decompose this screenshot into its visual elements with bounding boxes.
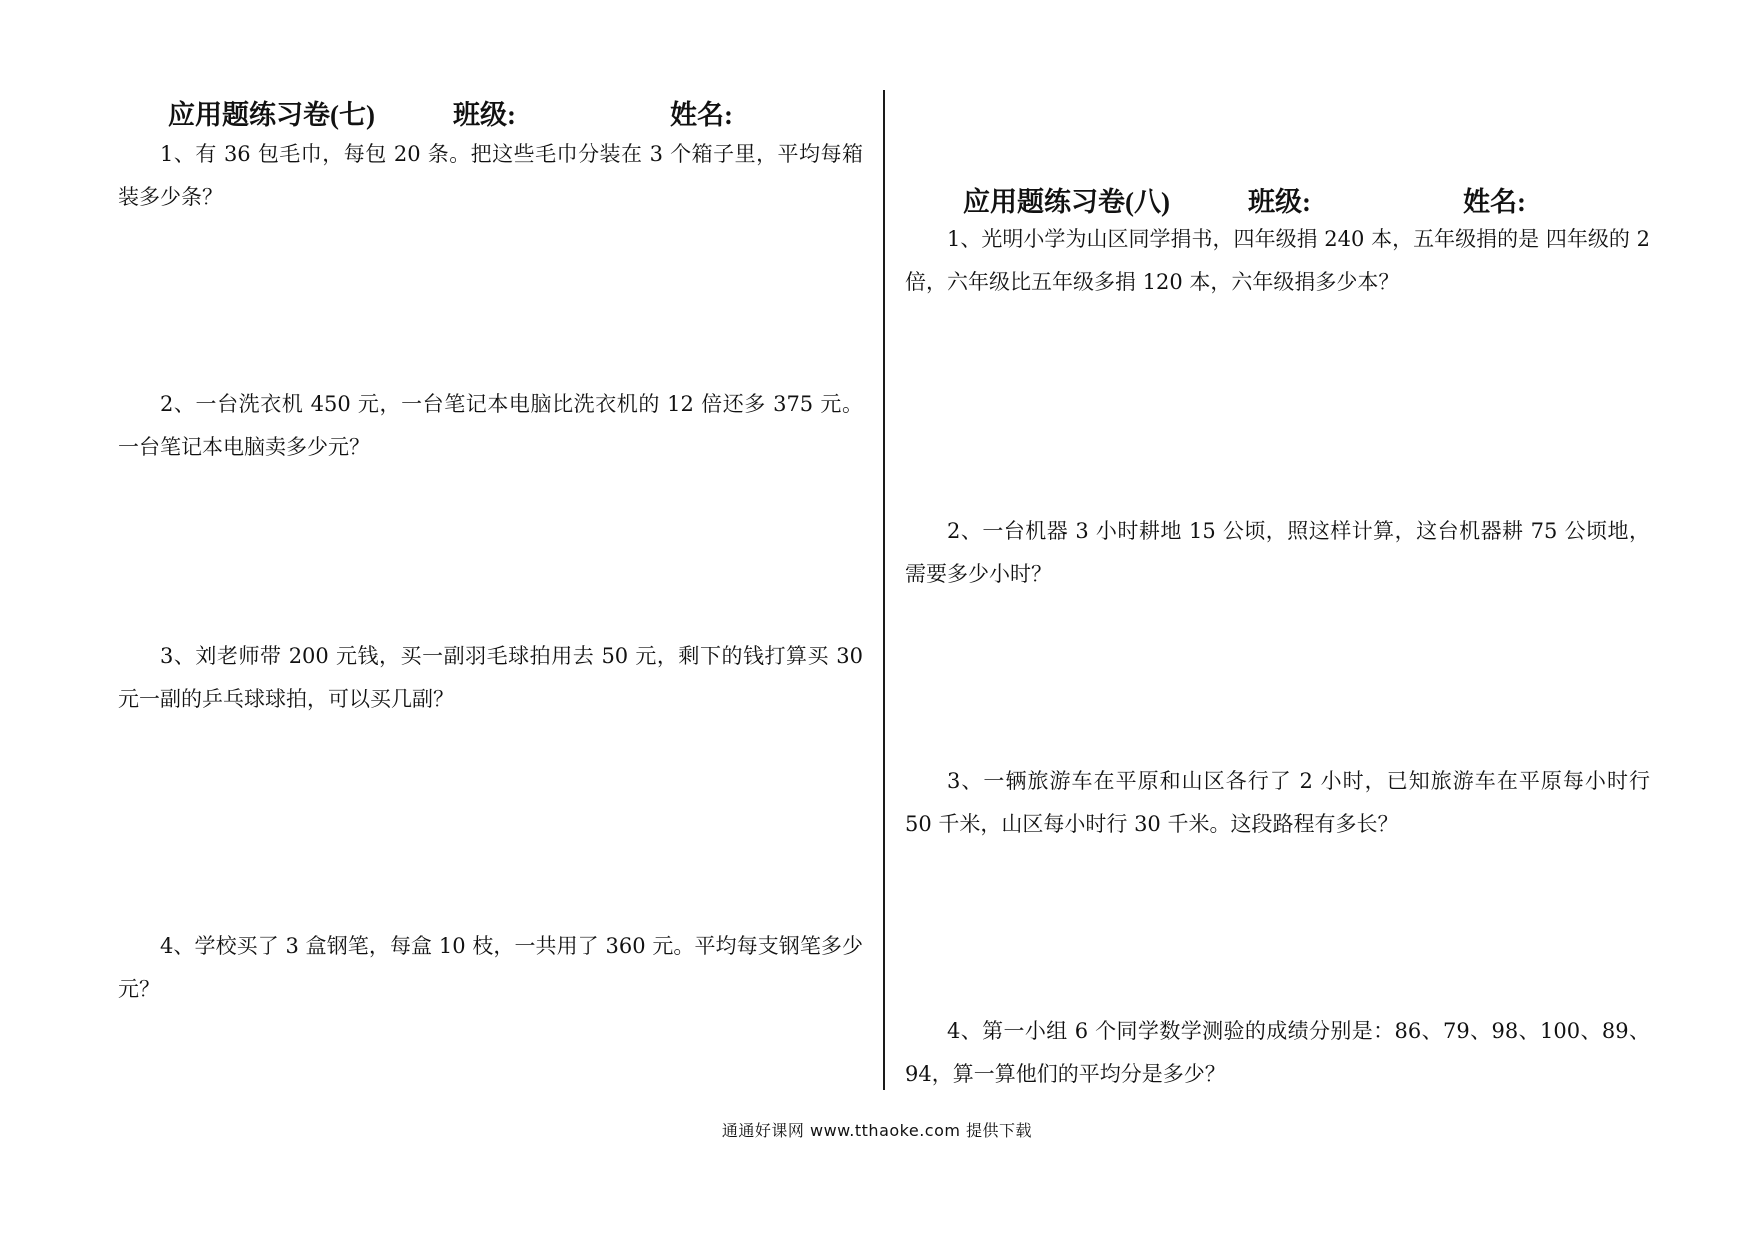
worksheet-seven-header (118, 93, 863, 133)
question-2: 2、一台机器 3 小时耕地 15 公顷，照这样计算，这台机器耕 75 公顷地，需要多少小时？ (905, 519, 1650, 586)
worksheet-title: 应用题练习卷(八) (963, 187, 1170, 217)
question-1: 1、有 36 包毛巾，每包 20 条。把这些毛巾分装在 3 个箱子里，平均每箱装多少条？ (118, 142, 863, 209)
worksheet-eight-header (905, 180, 1650, 220)
question-3: 3、一辆旅游车在平原和山区各行了 2 小时，已知旅游车在平原每小时行 50 千米，山区每小时行 30 千米。这段路程有多长？ (905, 769, 1650, 836)
class-label: 班级: (453, 100, 516, 130)
name-label: 姓名: (1463, 187, 1526, 217)
question-2: 2、一台洗衣机 450 元，一台笔记本电脑比洗衣机的 12 倍还多 375 元。一台笔记本电脑卖多少元？ (118, 392, 863, 459)
question-3: 3、刘老师带 200 元钱，买一副羽毛球拍用去 50 元，剩下的钱打算买 30 元一副的乒乓球球拍，可以买几副？ (118, 644, 863, 711)
name-label: 姓名: (670, 100, 733, 130)
class-label: 班级: (1248, 187, 1311, 217)
column-divider (883, 90, 885, 1090)
worksheet-title: 应用题练习卷(七) (168, 100, 375, 130)
question-4: 4、学校买了 3 盒钢笔，每盒 10 枝，一共用了 360 元。平均每支钢笔多少元？ (118, 934, 863, 1001)
footer-credit: 通通好课网 www.tthaoke.com 提供下载 (721, 1121, 1033, 1140)
question-1: 1、光明小学为山区同学捐书，四年级捐 240 本，五年级捐的是 四年级的 2 倍，六年级比五年级多捐 120 本，六年级捐多少本？ (905, 227, 1650, 294)
question-4: 4、第一小组 6 个同学数学测验的成绩分别是：86、79、98、100、89、94，算一算他们的平均分是多少？ (905, 1019, 1650, 1086)
